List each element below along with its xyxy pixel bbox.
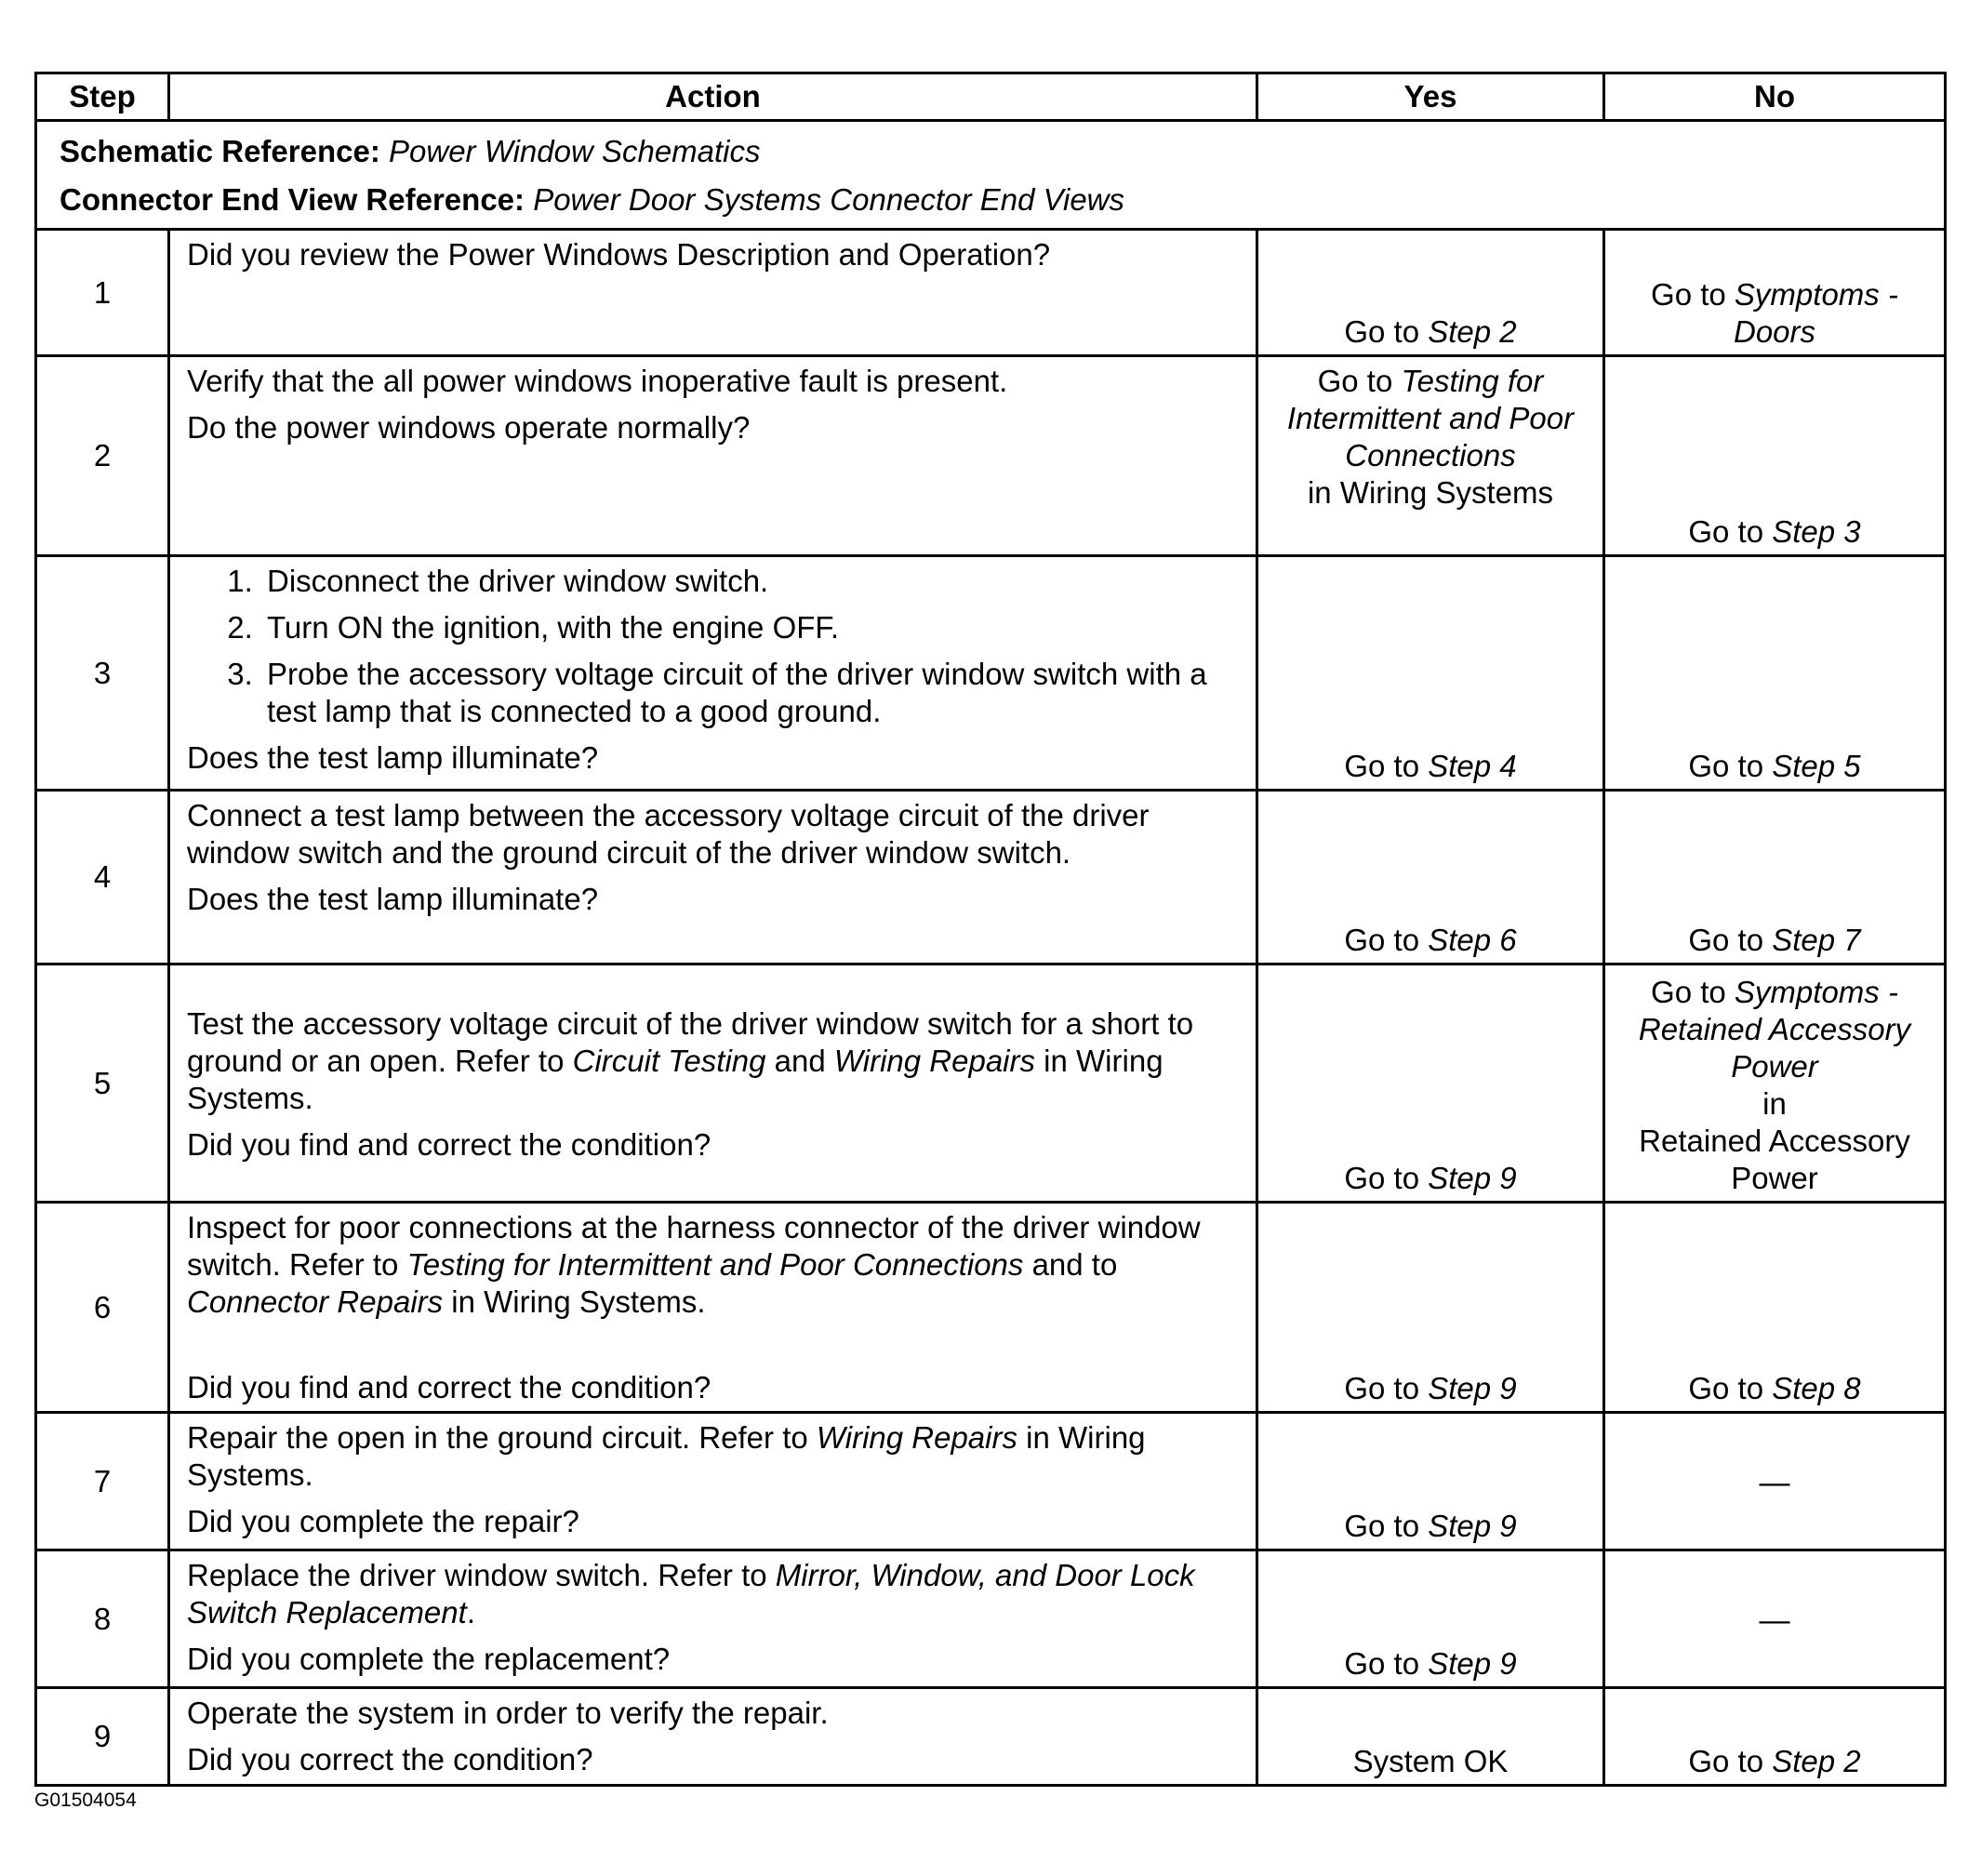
yes-cell [1257,230,1604,356]
action-question: Did you correct the condition? [187,1742,593,1776]
no-prefix: Go to [1688,514,1773,549]
action-text-part: Inspect for poor connections at the harness connector of the driver window switch. Refer to [187,1210,1201,1282]
yes-reference: Step 4 [1428,749,1517,783]
table-row [36,556,1946,791]
action-question: Does the test lamp illuminate? [187,740,599,775]
yes-cell [1257,356,1604,556]
step-number: 7 [36,1413,169,1550]
action-cell [169,556,1257,791]
action-reference: Connector Repairs [187,1284,444,1319]
action-text [187,1557,1243,1631]
yes-reference: Step 9 [1428,1161,1517,1195]
action-question: Did you find and correct the condition? [187,1126,711,1162]
connector-reference [60,176,1921,224]
yes-prefix: Go to [1344,314,1429,349]
no-prefix: Go to [1688,1744,1773,1778]
yes-cell [1257,1203,1604,1413]
no-cell [1604,556,1946,791]
substep-list [187,563,1243,730]
table-row [36,791,1946,965]
action-cell [169,1550,1257,1688]
yes-cell: System OK [1257,1688,1604,1786]
substep-item: 1. Disconnect the driver window switch. [261,563,1243,600]
step-number: 5 [36,965,169,1203]
action-question: Did you find and correct the condition? [187,1370,711,1404]
yes-prefix: Go to [1344,749,1429,783]
no-prefix: Go to [1651,975,1735,1009]
table-row [36,1550,1946,1688]
step-number: 9 [36,1688,169,1786]
yes-prefix: Go to [1344,1509,1429,1543]
yes-reference: Step 9 [1428,1371,1517,1405]
yes-reference: Step 9 [1428,1646,1517,1681]
no-prefix: Go to [1688,1371,1773,1405]
action-text-part: and to [1023,1247,1118,1282]
action-cell [169,1688,1257,1786]
reference-row [36,121,1946,230]
action-text [187,1209,1243,1321]
no-prefix: Go to [1688,923,1773,957]
no-reference: Step 3 [1772,514,1861,549]
action-text: Operate the system in order to verify the repair. [187,1696,829,1730]
action-reference: Circuit Testing [572,1043,766,1078]
action-text-part: in Wiring Systems. [187,1043,1164,1115]
no-cell [1604,791,1946,965]
yes-reference: Step 9 [1428,1509,1517,1543]
yes-cell [1257,1550,1604,1688]
connector-reference-value: Power Door Systems Connector End Views [533,182,1125,217]
yes-prefix: Go to [1344,1161,1429,1195]
table-row [36,965,1946,1203]
action-question: Do the power windows operate normally? [187,410,751,445]
action-text: Connect a test lamp between the accessory voltage circuit of the driver window switch and the ground circuit of the driver window switch. [187,798,1150,870]
no-cell [1604,230,1946,356]
table-row [36,1413,1946,1550]
reference-cell [36,121,1946,230]
action-reference: Wiring Repairs [833,1043,1036,1078]
no-reference: Step 7 [1772,923,1861,957]
action-cell [169,1203,1257,1413]
action-text: Did you review the Power Windows Description and Operation? [187,237,1051,272]
action-cell [169,791,1257,965]
action-question: Did you complete the repair? [187,1504,579,1538]
step-number: 2 [36,356,169,556]
no-suffix: in [1762,1086,1787,1121]
no-reference: Symptoms - Doors [1733,277,1898,349]
action-text-part: Repair the open in the ground circuit. Refer to [187,1420,817,1455]
header-action: Action [169,73,1257,121]
action-text-part: . [466,1595,475,1630]
action-cell [169,356,1257,556]
table-row [36,356,1946,556]
action-question: Did you complete the replacement? [187,1642,671,1676]
action-question: Does the test lamp illuminate? [187,882,599,916]
no-cell [1604,356,1946,556]
action-reference: Wiring Repairs [816,1420,1017,1455]
step-number: 6 [36,1203,169,1413]
no-cell [1604,1688,1946,1786]
table-row [36,1688,1946,1786]
action-text-part: Replace the driver window switch. Refer to [187,1558,776,1592]
action-text [187,1419,1243,1494]
yes-cell [1257,965,1604,1203]
header-yes: Yes [1257,73,1604,121]
action-text-part: in Wiring Systems. [443,1284,706,1319]
step-number: 1 [36,230,169,356]
step-number: 8 [36,1550,169,1688]
action-reference: Mirror, Window, and Door Lock Switch Replacement [187,1558,1195,1630]
no-cell: — [1604,1550,1946,1688]
yes-prefix: Go to [1344,1371,1429,1405]
no-suffix: Retained Accessory Power [1639,1124,1910,1195]
schematic-reference-value: Power Window Schematics [389,134,761,168]
yes-reference: Testing for Intermittent and Poor Connections [1286,364,1575,472]
no-cell [1604,1203,1946,1413]
action-text [187,1005,1243,1117]
step-number: 4 [36,791,169,965]
schematic-reference [60,127,1921,176]
no-reference: Step 5 [1772,749,1861,783]
action-cell [169,230,1257,356]
yes-prefix: Go to [1344,923,1429,957]
yes-cell [1257,556,1604,791]
yes-cell [1257,791,1604,965]
no-reference: Step 2 [1772,1744,1861,1778]
no-cell: — [1604,1413,1946,1550]
no-prefix: Go to [1688,749,1773,783]
action-text: Verify that the all power windows inoperative fault is present. [187,364,1008,398]
action-text-part: in Wiring Systems. [187,1420,1146,1492]
substep-item: 2. Turn ON the ignition, with the engine OFF. [261,609,1243,646]
table-row [36,230,1946,356]
no-cell [1604,965,1946,1203]
header-row [36,73,1946,121]
yes-prefix: Go to [1344,1646,1429,1681]
header-step: Step [36,73,169,121]
yes-reference: Step 2 [1428,314,1517,349]
header-no: No [1604,73,1946,121]
action-cell [169,1413,1257,1550]
connector-reference-label: Connector End View Reference: [60,182,525,217]
substep-item: 3. Probe the accessory voltage circuit of the driver window switch with a test lamp that is connected to a good ground. [261,656,1243,730]
table-row [36,1203,1946,1413]
yes-prefix: Go to [1317,364,1402,398]
diagnostic-table [34,72,1947,1787]
yes-cell [1257,1413,1604,1550]
yes-reference: Step 6 [1428,923,1517,957]
yes-suffix: in Wiring Systems [1307,475,1554,510]
action-text-part: Test the accessory voltage circuit of the driver window switch for a short to ground or an open. Refer to [187,1005,1194,1078]
action-text-part: and [765,1043,834,1078]
figure-id: G01504054 [34,1790,137,1811]
no-prefix: Go to [1651,277,1735,312]
no-reference: Symptoms - Retained Accessory Power [1638,975,1911,1084]
step-number: 3 [36,556,169,791]
no-reference: Step 8 [1772,1371,1861,1405]
action-reference: Testing for Intermittent and Poor Connections [406,1247,1024,1282]
action-cell [169,965,1257,1203]
schematic-reference-label: Schematic Reference: [60,134,380,168]
